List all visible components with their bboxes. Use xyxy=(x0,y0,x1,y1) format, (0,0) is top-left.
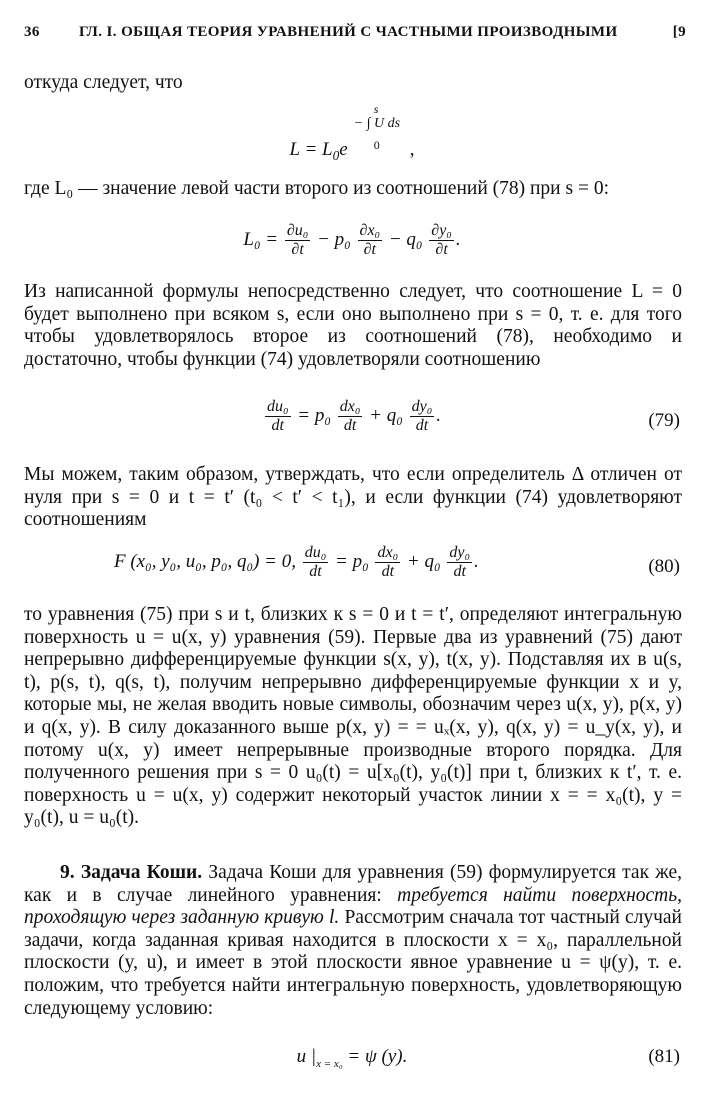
equation-79: $\frac{\text{du₀}}{dt}$ = p₀ $\frac{\text{dx₀}}{dt}$ + q₀ $\frac{\text{dy₀}}{dt}$ . (79) xyxy=(266,398,680,434)
fraction: $\frac{\text{dy₀}}{dt}$ xyxy=(449,544,471,580)
fraction: $\frac{\text{dx₀}}{dt}$ xyxy=(377,544,399,580)
equation-L: $L = L_0e$ s − ∫ U ds 0 , xyxy=(289,102,415,163)
paragraph-conclusion: то уравнения (75) при s и t, близких к s = 0 и t = t′, определяют интегральную поверхность u = u(x, y) уравнения (59). Первые два из уравнений (75) дают непрерывно дифференцируемые функции s(x, y), t(x, y). Подставляя их в u(s, t), p(s, t), q(s, t), получим непрерывно дифференцируемые функции x и y, которые мы, не желая вводить новые символы, обозначим через u(x, y), p(x, y) и q(x, y). В силу доказанного выше p(x, y) = = uₓ(x, y), q(x, y) = u_y(x, y), и потому u(x, y) имеет непрерывные производные второго порядка. Для полученного решения при s = 0 u₀(t) = u[x₀(t), y₀(t)] при t, близких к t′, т. е. поверхность u = u(x, y) содержит некоторый участок линии x = = x₀(t), y = y₀(t), u = u₀(t). xyxy=(24,604,682,829)
fraction: $\frac{\text{∂y₀}}{\partial t}$ xyxy=(431,222,452,258)
equation-number: (79) xyxy=(648,410,680,431)
equation-81: u $|_{x = x_0} = \psi$ (y). (81) xyxy=(296,1046,680,1070)
paragraph-L0-def: где L₀ — значение левой части второго из соотношений (78) при s = 0: xyxy=(24,178,609,199)
page-header xyxy=(24,24,686,46)
paragraph-main: Из написанной формулы непосредственно следует, что соотношение L = 0 будет выполнено при всяком s, если оно выполнено при s = 0, т. е. для того чтобы удовлетворялось второе из соотношений (78), необходимо и достаточно, чтобы функции (74) удовлетворяли соотношению xyxy=(24,281,682,370)
paragraph-intro: откуда следует, что xyxy=(24,72,183,93)
page-number: 36 xyxy=(24,24,40,40)
fraction: $\frac{\text{dy₀}}{dt}$ xyxy=(411,398,433,434)
equation-number: (81) xyxy=(648,1046,680,1067)
eq-L-lhs: L = L xyxy=(289,139,333,161)
eq-L-exponent: s − ∫ U ds 0 xyxy=(353,102,401,152)
paragraph-determinant: Мы можем, таким образом, утверждать, что если определитель Δ отличен от нуля при s = 0 и t = t′ (t₀ < t′ < t₁), и если функции (74) удовлетворяют соотношениям xyxy=(24,464,682,531)
fraction: $\frac{\text{du₀}}{dt}$ xyxy=(304,544,327,580)
paragraph-cauchy: 9. Задача Коши. Задача Коши для уравнения (59) формулируется так же, как и в случае линейного уравнения: требуется найти поверхность, проходящую через заданную кривую l. Рассмотрим сначала тот частный случай задачи, когда заданная кривая находится в плоскости x = x₀, параллельной плоскости (y, u), и имеет в этой плоскости явное уравнение u = ψ(y), т. е. положим, что требуется найти интегральную поверхность, удовлетворяющую следующему условию: xyxy=(24,862,682,1019)
section-number: [9 xyxy=(672,24,686,40)
fraction: $\frac{\text{dx₀}}{dt}$ xyxy=(339,398,361,434)
running-title: ГЛ. I. ОБЩАЯ ТЕОРИЯ УРАВНЕНИЙ С ЧАСТНЫМИ ПРОИЗВОДНЫМИ xyxy=(79,24,618,40)
fraction: $\frac{\text{du₀}}{dt}$ xyxy=(266,398,289,434)
equation-number: (80) xyxy=(648,556,680,577)
italic-statement: требуется найти поверхность, проходящую через заданную кривую l. xyxy=(24,884,682,929)
fraction: $\frac{\text{∂u₀}}{\partial t}$ xyxy=(286,222,309,258)
fraction: $\frac{\text{∂x₀}}{\partial t}$ xyxy=(359,222,381,258)
equation-L0: L₀ = $\frac{\text{∂u₀}}{\partial t}$ − p₀ $\frac{\text{∂x₀}}{\partial t}$ − q₀ $\frac{\text{∂y₀}}{\partial t}$ . xyxy=(243,222,461,258)
eq-L-base: e xyxy=(339,139,348,161)
equation-80: F (x₀, y₀, u₀, p₀, q₀) = 0, $\frac{\text{du₀}}{dt}$ = p₀ $\frac{\text{dx₀}}{dt}$ + q₀ $\frac{\text{dy₀}}{dt}$ . (80) xyxy=(114,544,680,580)
section-heading: 9. Задача Коши. xyxy=(60,862,203,883)
